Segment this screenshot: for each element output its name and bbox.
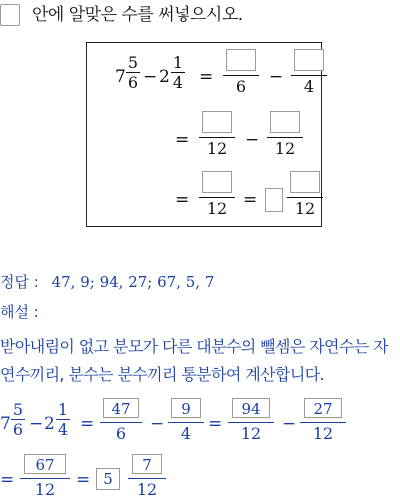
equals-sign: = bbox=[0, 470, 15, 490]
denominator: 12 bbox=[312, 424, 334, 443]
blank-numerator-box[interactable] bbox=[270, 111, 300, 133]
filled-numerator-box: 94 bbox=[232, 398, 270, 418]
answer-fraction-9-4 bbox=[168, 398, 204, 445]
blank-numerator-box[interactable] bbox=[202, 111, 232, 133]
answer-line bbox=[0, 272, 214, 292]
whole-number-7: 7 bbox=[115, 67, 126, 87]
blank-numerator-box[interactable] bbox=[294, 49, 324, 71]
minus-sign: − bbox=[29, 414, 44, 434]
equals-sign: = bbox=[80, 414, 95, 434]
equals-sign: = bbox=[175, 190, 190, 210]
blank-whole-box[interactable] bbox=[265, 188, 283, 212]
denominator: 4 bbox=[180, 424, 192, 443]
minus-sign: − bbox=[143, 67, 158, 87]
denominator: 6 bbox=[12, 420, 24, 439]
fraction-5-6 bbox=[126, 53, 140, 92]
fraction-1-4 bbox=[171, 53, 185, 92]
denominator: 12 bbox=[136, 480, 158, 499]
equals-sign: = bbox=[208, 414, 223, 434]
filled-numerator-box: 67 bbox=[24, 454, 66, 474]
minus-sign: − bbox=[150, 414, 165, 434]
denominator: 6 bbox=[235, 77, 247, 96]
numerator: 5 bbox=[12, 400, 24, 419]
denominator: 6 bbox=[127, 73, 139, 92]
answer-fraction-47-6 bbox=[100, 398, 142, 445]
answer-fraction-27-12 bbox=[300, 398, 346, 445]
minus-sign: − bbox=[269, 67, 284, 87]
denominator: 4 bbox=[57, 420, 69, 439]
explanation-text: 받아내림이 없고 분모가 다른 대분수의 뺄셈은 자연수는 자연수끼리, 분수는 분수끼리 통분하여 계산합니다. bbox=[0, 337, 388, 384]
blank-fraction-over-12 bbox=[267, 111, 303, 160]
minus-sign: − bbox=[245, 130, 260, 150]
blank-fraction-over-4 bbox=[291, 49, 327, 98]
denominator: 12 bbox=[274, 139, 296, 158]
instruction-text: 안에 알맞은 수를 써넣으시오. bbox=[32, 5, 243, 25]
numerator: 5 bbox=[127, 53, 139, 72]
fraction-5-6 bbox=[11, 400, 25, 439]
equals-sign: = bbox=[243, 190, 258, 210]
filled-numerator-box: 7 bbox=[132, 454, 162, 474]
blank-fraction-over-12 bbox=[199, 171, 235, 220]
blank-numerator-box[interactable] bbox=[202, 171, 232, 193]
whole-number-7: 7 bbox=[0, 414, 11, 434]
answer-values: 47, 9; 94, 27; 67, 5, 7 bbox=[51, 273, 215, 291]
denominator: 6 bbox=[115, 424, 127, 443]
equals-sign: = bbox=[175, 130, 190, 150]
minus-sign: − bbox=[282, 414, 297, 434]
numerator: 1 bbox=[172, 53, 184, 72]
filled-numerator-box: 9 bbox=[171, 398, 201, 418]
filled-whole-box: 5 bbox=[96, 468, 120, 490]
problem-frame bbox=[86, 42, 322, 227]
blank-numerator-box[interactable] bbox=[290, 171, 320, 193]
answer-fraction-67-12 bbox=[20, 454, 70, 501]
answer-fraction-94-12 bbox=[228, 398, 274, 445]
denominator: 12 bbox=[206, 139, 228, 158]
denominator: 12 bbox=[206, 199, 228, 218]
blank-fraction-over-6 bbox=[223, 49, 259, 98]
blank-numerator-box[interactable] bbox=[226, 49, 256, 71]
answer-label: 정답 : bbox=[0, 273, 39, 291]
filled-numerator-box: 27 bbox=[304, 398, 342, 418]
denominator: 4 bbox=[303, 77, 315, 96]
equals-sign: = bbox=[76, 470, 91, 490]
whole-number-2: 2 bbox=[159, 67, 170, 87]
explanation-label: 해설 : bbox=[0, 303, 39, 321]
denominator: 12 bbox=[34, 480, 56, 499]
numerator: 1 bbox=[57, 400, 69, 419]
blank-fraction-over-12 bbox=[287, 171, 323, 220]
denominator: 12 bbox=[240, 424, 262, 443]
fraction-1-4 bbox=[56, 400, 70, 439]
filled-numerator-box: 47 bbox=[103, 398, 139, 418]
equals-sign: = bbox=[199, 67, 214, 87]
denominator: 4 bbox=[172, 73, 184, 92]
denominator: 12 bbox=[294, 199, 316, 218]
whole-number-2: 2 bbox=[44, 414, 55, 434]
blank-box-icon bbox=[0, 4, 20, 26]
answer-fraction-7-12 bbox=[128, 454, 166, 501]
blank-fraction-over-12 bbox=[199, 111, 235, 160]
